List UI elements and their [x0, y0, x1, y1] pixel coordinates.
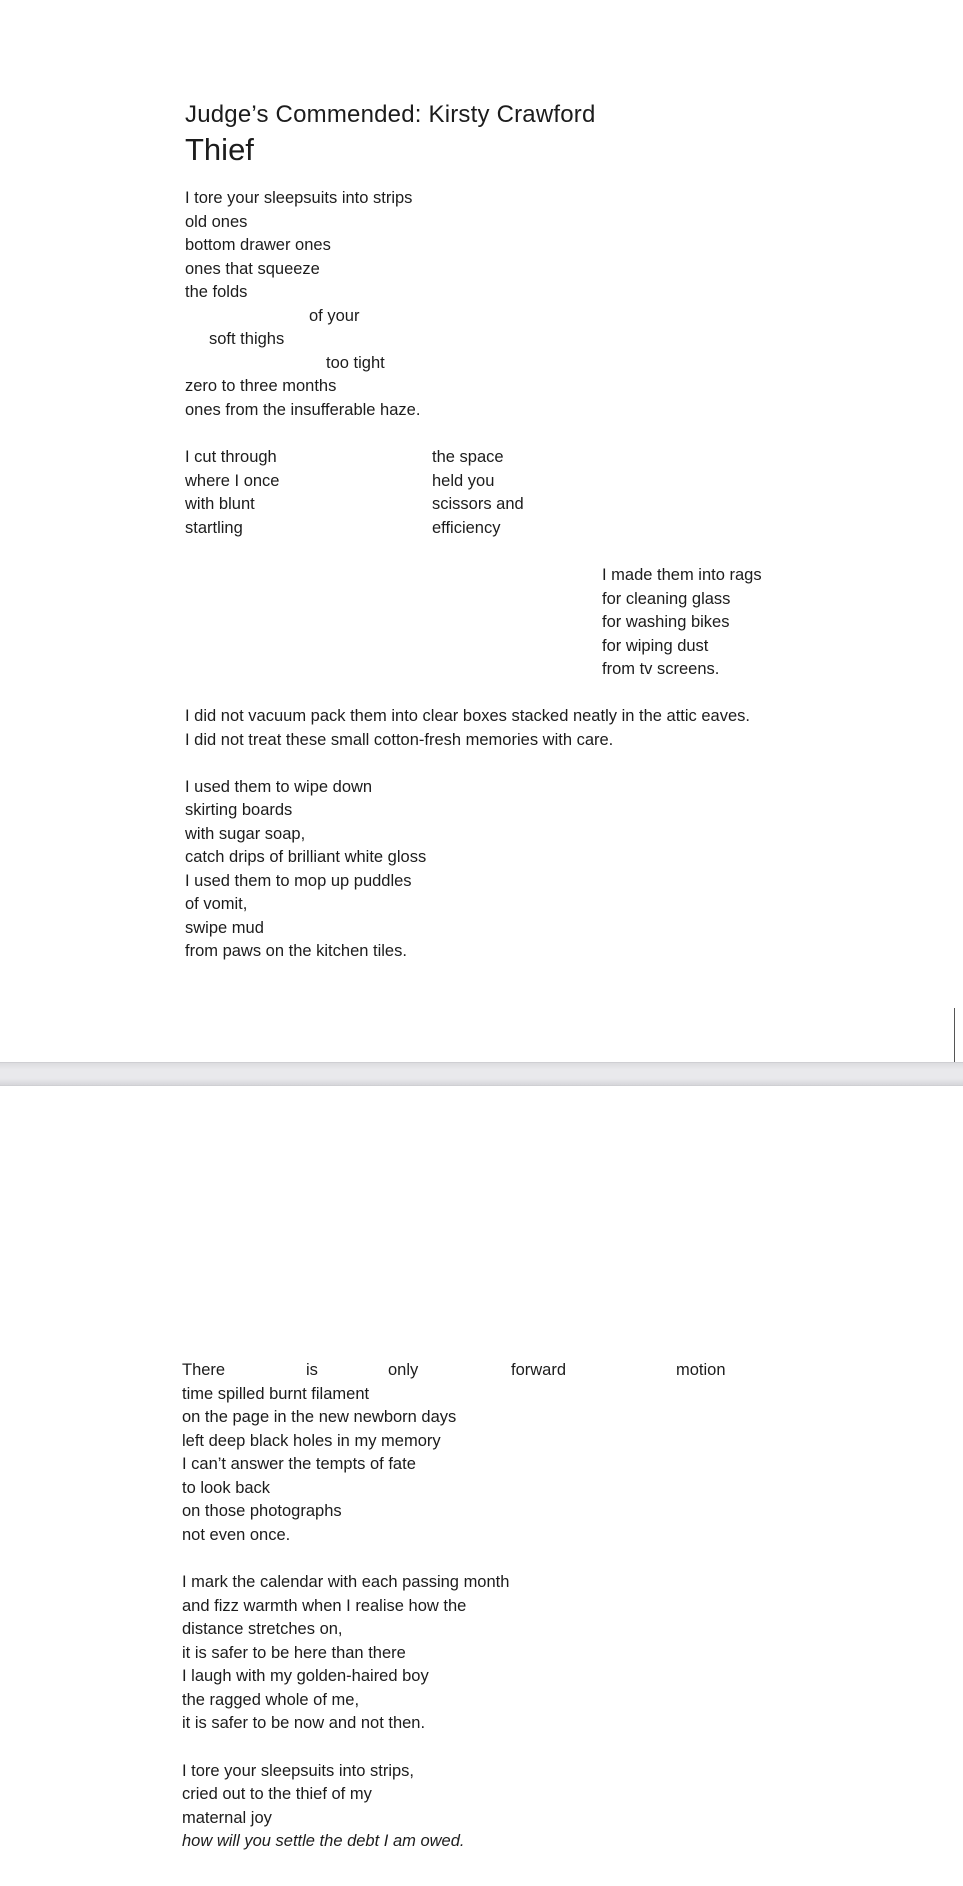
poem-line: the space	[432, 448, 504, 466]
poem-line: where I once	[185, 472, 280, 490]
poem-line: swipe mud	[185, 919, 264, 937]
poem-line: and fizz warmth when I realise how the	[182, 1597, 467, 1615]
poem-line: I did not treat these small cotton-fresh memories with care.	[185, 731, 614, 749]
poem-line: I mark the calendar with each passing month	[182, 1573, 510, 1591]
poem-line: I cut through	[185, 448, 277, 466]
poem-word: motion	[676, 1361, 726, 1379]
poem-line: old ones	[185, 213, 248, 231]
poem-word: only	[388, 1361, 419, 1379]
poem-line: from paws on the kitchen tiles.	[185, 942, 407, 960]
page-break	[0, 1062, 963, 1086]
poem-line: efficiency	[432, 519, 501, 537]
document-page-2	[0, 1086, 963, 1886]
poem-word: is	[306, 1361, 318, 1379]
poem-line: it is safer to be here than there	[182, 1644, 406, 1662]
poem-line: of vomit,	[185, 895, 248, 913]
poem-line: left deep black holes in my memory	[182, 1432, 441, 1450]
poem-line: I did not vacuum pack them into clear boxes stacked neatly in the attic eaves.	[185, 707, 750, 725]
poem-line: of your	[309, 307, 360, 325]
poem-line: maternal joy	[182, 1809, 272, 1827]
poem-line: I tore your sleepsuits into strips,	[182, 1762, 415, 1780]
poem-line: to look back	[182, 1479, 271, 1497]
poem-line: I made them into rags	[602, 566, 762, 584]
poem-line: skirting boards	[185, 801, 293, 819]
judge-commendation: Judge’s Commended: Kirsty Crawford	[185, 101, 596, 128]
poem-line: ones from the insufferable haze.	[185, 401, 421, 419]
poem-line: on those photographs	[182, 1502, 342, 1520]
poem-line: time spilled burnt filament	[182, 1385, 370, 1403]
poem-line: not even once.	[182, 1526, 291, 1544]
poem-line: I laugh with my golden-haired boy	[182, 1667, 429, 1685]
poem-line: with blunt	[185, 495, 255, 513]
poem-line: soft thighs	[209, 330, 285, 348]
poem-line: on the page in the new newborn days	[182, 1408, 457, 1426]
poem-line: scissors and	[432, 495, 524, 513]
poem-line: startling	[185, 519, 243, 537]
poem-line: from tv screens.	[602, 660, 720, 678]
poem-line: ones that squeeze	[185, 260, 320, 278]
poem-line: for cleaning glass	[602, 590, 731, 608]
poem-line: I tore your sleepsuits into strips	[185, 189, 413, 207]
poem-line: it is safer to be now and not then.	[182, 1714, 426, 1732]
poem-title: Thief	[185, 132, 254, 167]
poem-line: for wiping dust	[602, 637, 709, 655]
poem-line: I can’t answer the tempts of fate	[182, 1455, 416, 1473]
poem-word: There	[182, 1361, 226, 1379]
poem-line: with sugar soap,	[185, 825, 306, 843]
poem-line: cried out to the thief of my	[182, 1785, 372, 1803]
poem-line: I used them to mop up puddles	[185, 872, 412, 890]
poem-line: catch drips of brilliant white gloss	[185, 848, 427, 866]
poem-line: distance stretches on,	[182, 1620, 343, 1638]
poem-line: zero to three months	[185, 377, 337, 395]
poem-line: too tight	[326, 354, 385, 372]
text-cursor	[954, 1008, 955, 1062]
poem-line: I used them to wipe down	[185, 778, 373, 796]
poem-line: for washing bikes	[602, 613, 730, 631]
poem-line: bottom drawer ones	[185, 236, 331, 254]
poem-word: forward	[511, 1361, 567, 1379]
poem-line: the folds	[185, 283, 248, 301]
poem-line-italic: how will you settle the debt I am owed.	[182, 1832, 465, 1850]
poem-line: held you	[432, 472, 495, 490]
poem-line: the ragged whole of me,	[182, 1691, 360, 1709]
